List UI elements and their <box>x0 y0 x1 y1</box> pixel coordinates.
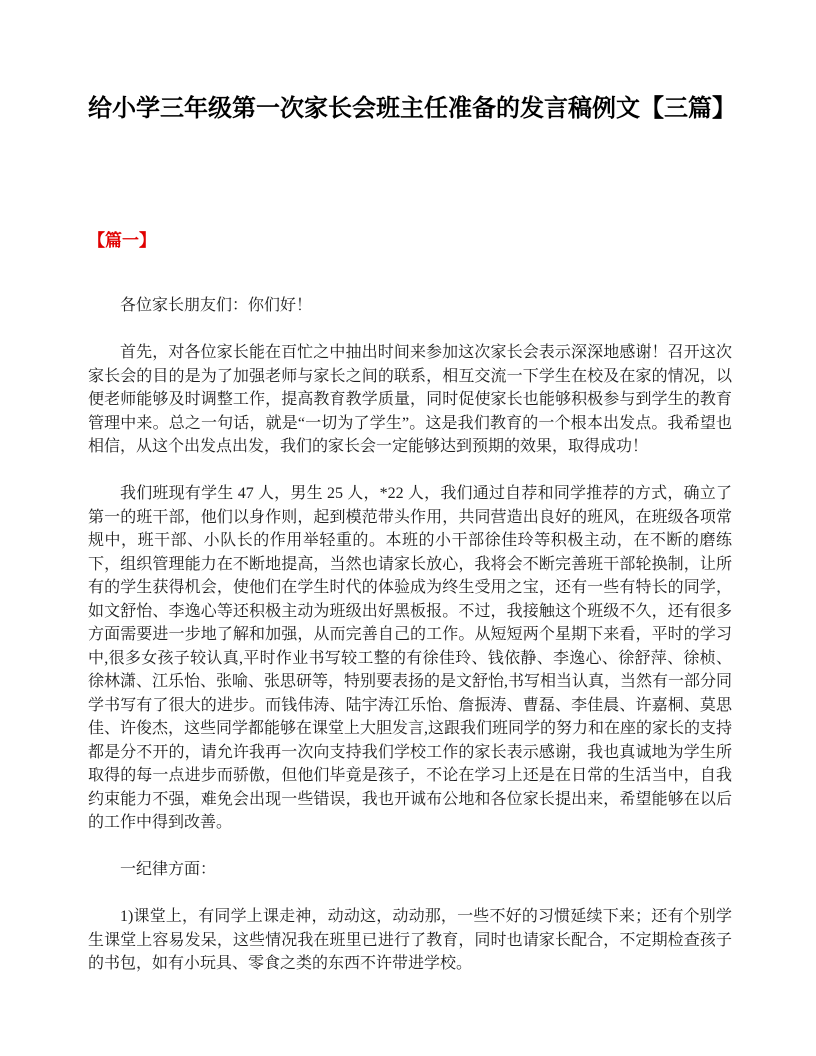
paragraph-discipline-heading: 一纪律方面： <box>120 861 217 878</box>
paragraph-discipline-item-1: 1)课堂上，有同学上课走神，动动这，动动那，一些不好的习惯延续下来；还有个别学生课堂上容易发呆，这些情况我在班里已进行了教育，同时也请家长配合，不定期检查孩子的书包，如有小玩具、零食之类的东西不许带进学校。 <box>88 908 732 972</box>
paragraph-opening-thanks: 首先，对各位家长能在百忙之中抽出时间来参加这次家长会表示深深地感谢！召开这次家长会的目的是为了加强老师与家长之间的联系，相互交流一下学生在校及在家的情况，以便老师能够及时调整工作，提高教育教学质量，同时促使家长也能够积极参与到学生的教育管理中来。总之一句话，就是“一切为了学生”。这是我们教育的一个根本出发点。我希望也相信，从这个出发点出发，我们的家长会一定能够达到预期的效果，取得成功！ <box>88 344 732 455</box>
document-body <box>88 294 732 976</box>
section-heading-part-one: 【篇一】 <box>88 231 156 250</box>
paragraph-greeting: 各位家长朋友们：你们好！ <box>120 297 313 314</box>
document-title: 给小学三年级第一次家长会班主任准备的发言稿例文【三篇】 <box>88 95 736 122</box>
paragraph-class-overview: 我们班现有学生 47 人，男生 25 人，*22 人，我们通过自荐和同学推荐的方式，确立了第一的班干部，他们以身作则，起到模范带头作用，共同营造出良好的班风，在班级各项常规中，班干部、小队长的作用举轻重的。本班的小干部徐佳玲等积极主动，在不断的磨练下，组织管理能力在不断地提高，当然也请家长放心，我将会不断完善班干部轮换制，让所有的学生获得机会，使他们在学生时代的体验成为终生受用之宝，还有一些有特长的同学，如文舒怡、李逸心等还积极主动为班级出好黑板报。不过，我接触这个班级不久，还有很多方面需要进一步地了解和加强，从而完善自己的工作。从短短两个星期下来看，平时的学习中,很多女孩子较认真,平时作业书写较工整的有徐佳玲、钱依静、李逸心、徐舒萍、徐桢、徐林潇、江乐怡、张喻、张思研等，特别要表扬的是文舒怡,书写相当认真，当然有一部分同学书写有了很大的进步。而钱伟涛、陆宇涛江乐怡、詹振涛、曹磊、李佳晨、许嘉桐、莫思佳、许俊杰，这些同学都能够在课堂上大胆发言,这跟我们班同学的努力和在座的家长的支持都是分不开的，请允许我再一次向支持我们学校工作的家长表示感谢，我也真诚地为学生所取得的每一点进步而骄傲，但他们毕竟是孩子，不论在学习上还是在日常的生活当中，自我约束能力不强，难免会出现一些错误，我也开诚布公地和各位家长提出来，希望能够在以后的工作中得到改善。 <box>88 485 733 831</box>
